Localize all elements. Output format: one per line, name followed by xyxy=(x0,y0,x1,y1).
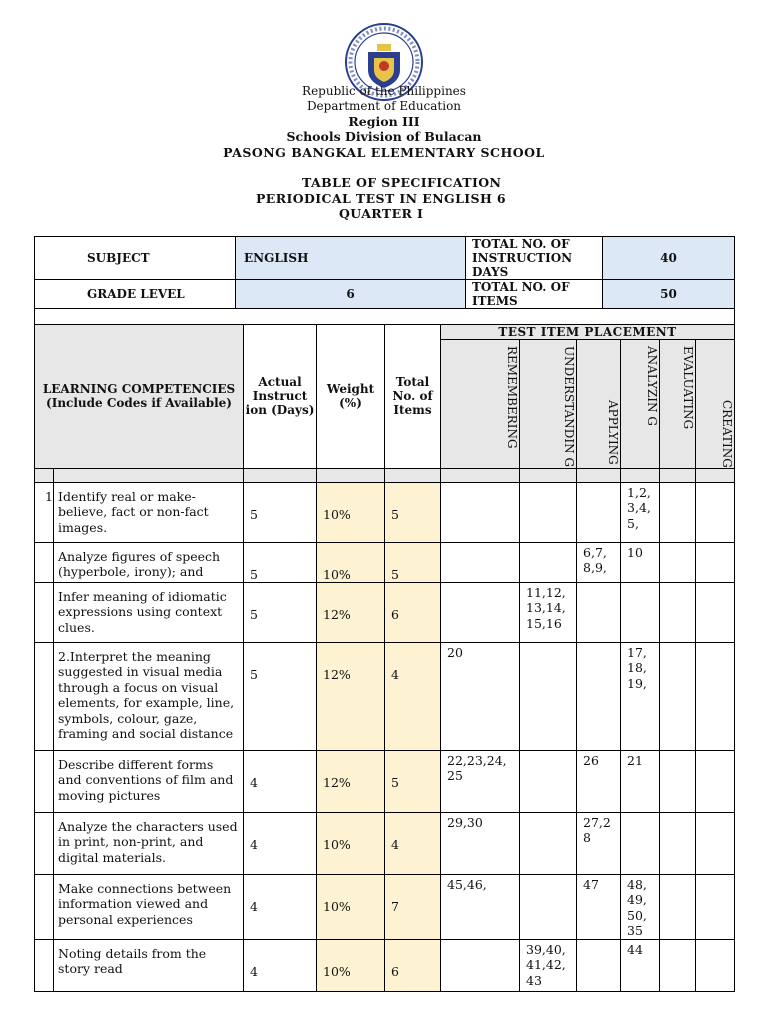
analyzing-items xyxy=(621,812,660,874)
subhead-cell xyxy=(577,468,621,482)
understanding-items: 11,12,13,14,15,16 xyxy=(520,582,577,642)
subhead-cell xyxy=(660,468,696,482)
remembering-items: 22,23,24,25 xyxy=(441,750,520,812)
subject-label: SUBJECT xyxy=(35,237,236,280)
total-items-value: 6 xyxy=(385,582,441,642)
col-understanding: UNDERSTANDIN G xyxy=(520,340,577,469)
competency-rows xyxy=(35,482,735,991)
row-number xyxy=(35,939,54,991)
col-applying: APPLYING xyxy=(577,340,621,469)
header-division: Schools Division of Bulacan xyxy=(286,129,482,144)
table-row xyxy=(35,642,735,750)
header-region: Region III xyxy=(348,114,420,129)
evaluating-items xyxy=(660,542,696,582)
applying-items xyxy=(577,482,621,542)
total-items-value: 7 xyxy=(385,874,441,939)
analyzing-items: 17,18,19, xyxy=(621,642,660,750)
weight-value: 12% xyxy=(317,750,385,812)
table-row xyxy=(35,582,735,642)
subhead-cell xyxy=(520,468,577,482)
remembering-items xyxy=(441,582,520,642)
table-row xyxy=(35,812,735,874)
competency-text: Infer meaning of idiomatic expressions using context clues. xyxy=(54,582,244,642)
days-value: 5 xyxy=(244,542,317,582)
subhead-cell xyxy=(317,468,385,482)
remembering-items: 45,46, xyxy=(441,874,520,939)
table-row xyxy=(35,939,735,991)
competency-text: 2.Interpret the meaning suggested in visual media through a focus on visual elements, for example, line, symbols, colour, gaze, framing and social distance xyxy=(54,642,244,750)
creating-items xyxy=(696,874,735,939)
analyzing-items: 10 xyxy=(621,542,660,582)
specification-table xyxy=(34,324,735,992)
remembering-items xyxy=(441,542,520,582)
info-table xyxy=(34,236,735,326)
table-row xyxy=(35,542,735,582)
understanding-items xyxy=(520,482,577,542)
total-items-value: 4 xyxy=(385,812,441,874)
col-competencies: LEARNING COMPETENCIES (Include Codes if Available) xyxy=(35,325,244,469)
understanding-items xyxy=(520,812,577,874)
days-value: 4 xyxy=(244,750,317,812)
total-items-value: 5 xyxy=(385,750,441,812)
evaluating-items xyxy=(660,482,696,542)
applying-items xyxy=(577,582,621,642)
grade-level-value: 6 xyxy=(236,280,466,309)
spacer-row xyxy=(35,309,735,326)
col-creating: CREATING xyxy=(696,340,735,469)
col-days: Actual Instruct ion (Days) xyxy=(244,325,317,469)
doc-subtitle: PERIODICAL TEST IN ENGLISH 6 xyxy=(256,191,507,206)
days-value: 5 xyxy=(244,582,317,642)
col-total-items: Total No. of Items xyxy=(385,325,441,469)
evaluating-items xyxy=(660,939,696,991)
competency-text: Describe different forms and conventions of film and moving pictures xyxy=(54,750,244,812)
understanding-items xyxy=(520,874,577,939)
understanding-items xyxy=(520,750,577,812)
understanding-items: 39,40,41,42,43 xyxy=(520,939,577,991)
applying-items: 47 xyxy=(577,874,621,939)
total-items-value: 4 xyxy=(385,642,441,750)
competency-text: Make connections between information viewed and personal experiences xyxy=(54,874,244,939)
weight-value: 10% xyxy=(317,939,385,991)
days-value: 5 xyxy=(244,642,317,750)
header-department: Department of Education xyxy=(306,99,462,113)
understanding-items xyxy=(520,642,577,750)
row-number xyxy=(35,542,54,582)
creating-items xyxy=(696,939,735,991)
instruction-days-label: TOTAL NO. OF INSTRUCTION DAYS xyxy=(466,237,603,280)
total-items-value: 50 xyxy=(603,280,735,309)
competency-text: Identify real or make-believe, fact or non-fact images. xyxy=(54,482,244,542)
subhead-cell xyxy=(35,468,54,482)
weight-value: 10% xyxy=(317,542,385,582)
subhead-cell xyxy=(244,468,317,482)
subject-value: ENGLISH xyxy=(236,237,466,280)
col-weight: Weight (%) xyxy=(317,325,385,469)
remembering-items: 20 xyxy=(441,642,520,750)
row-number xyxy=(35,642,54,750)
analyzing-items: 21 xyxy=(621,750,660,812)
row-number xyxy=(35,582,54,642)
days-value: 4 xyxy=(244,939,317,991)
grade-level-label: GRADE LEVEL xyxy=(35,280,236,309)
row-number xyxy=(35,812,54,874)
row-number xyxy=(35,874,54,939)
col-evaluating: EVALUATING xyxy=(660,340,696,469)
analyzing-items: 44 xyxy=(621,939,660,991)
applying-items xyxy=(577,939,621,991)
competency-text: Noting details from the story read xyxy=(54,939,244,991)
days-value: 5 xyxy=(244,482,317,542)
subhead-cell xyxy=(696,468,735,482)
weight-value: 10% xyxy=(317,812,385,874)
applying-items xyxy=(577,642,621,750)
total-items-value: 6 xyxy=(385,939,441,991)
evaluating-items xyxy=(660,582,696,642)
header-republic: Republic of the Philippines xyxy=(302,84,466,98)
weight-value: 10% xyxy=(317,482,385,542)
applying-items: 6,7,8,9, xyxy=(577,542,621,582)
understanding-items xyxy=(520,542,577,582)
creating-items xyxy=(696,642,735,750)
col-analyzing: ANALYZIN G xyxy=(621,340,660,469)
col-remembering: REMEMBERING xyxy=(441,340,520,469)
analyzing-items: 48,49,50,35 xyxy=(621,874,660,939)
weight-value: 12% xyxy=(317,642,385,750)
creating-items xyxy=(696,812,735,874)
table-row xyxy=(35,482,735,542)
evaluating-items xyxy=(660,874,696,939)
creating-items xyxy=(696,750,735,812)
table-row xyxy=(35,750,735,812)
remembering-items xyxy=(441,939,520,991)
subhead-cell xyxy=(385,468,441,482)
total-items-value: 5 xyxy=(385,482,441,542)
evaluating-items xyxy=(660,812,696,874)
days-value: 4 xyxy=(244,874,317,939)
analyzing-items: 1,2,3,4,5, xyxy=(621,482,660,542)
row-number xyxy=(35,750,54,812)
evaluating-items xyxy=(660,642,696,750)
weight-value: 10% xyxy=(317,874,385,939)
applying-items: 26 xyxy=(577,750,621,812)
creating-items xyxy=(696,582,735,642)
days-value: 4 xyxy=(244,812,317,874)
table-row xyxy=(35,874,735,939)
col-test-item-placement: TEST ITEM PLACEMENT xyxy=(441,325,735,340)
creating-items xyxy=(696,482,735,542)
analyzing-items xyxy=(621,582,660,642)
remembering-items: 29,30 xyxy=(441,812,520,874)
weight-value: 12% xyxy=(317,582,385,642)
subhead-cell xyxy=(54,468,244,482)
creating-items xyxy=(696,542,735,582)
applying-items: 27,28 xyxy=(577,812,621,874)
subhead-cell xyxy=(621,468,660,482)
doc-quarter: QUARTER I xyxy=(339,206,424,221)
doc-title: TABLE OF SPECIFICATION xyxy=(302,175,502,190)
evaluating-items xyxy=(660,750,696,812)
row-number: 1 xyxy=(35,482,54,542)
total-items-value: 5 xyxy=(385,542,441,582)
instruction-days-value: 40 xyxy=(603,237,735,280)
total-items-label: TOTAL NO. OF ITEMS xyxy=(466,280,603,309)
remembering-items xyxy=(441,482,520,542)
competency-text: Analyze the characters used in print, non-print, and digital materials. xyxy=(54,812,244,874)
subhead-cell xyxy=(441,468,520,482)
header-school: PASONG BANGKAL ELEMENTARY SCHOOL xyxy=(223,145,545,160)
competency-text: Analyze figures of speech (hyperbole, irony); and xyxy=(54,542,244,582)
